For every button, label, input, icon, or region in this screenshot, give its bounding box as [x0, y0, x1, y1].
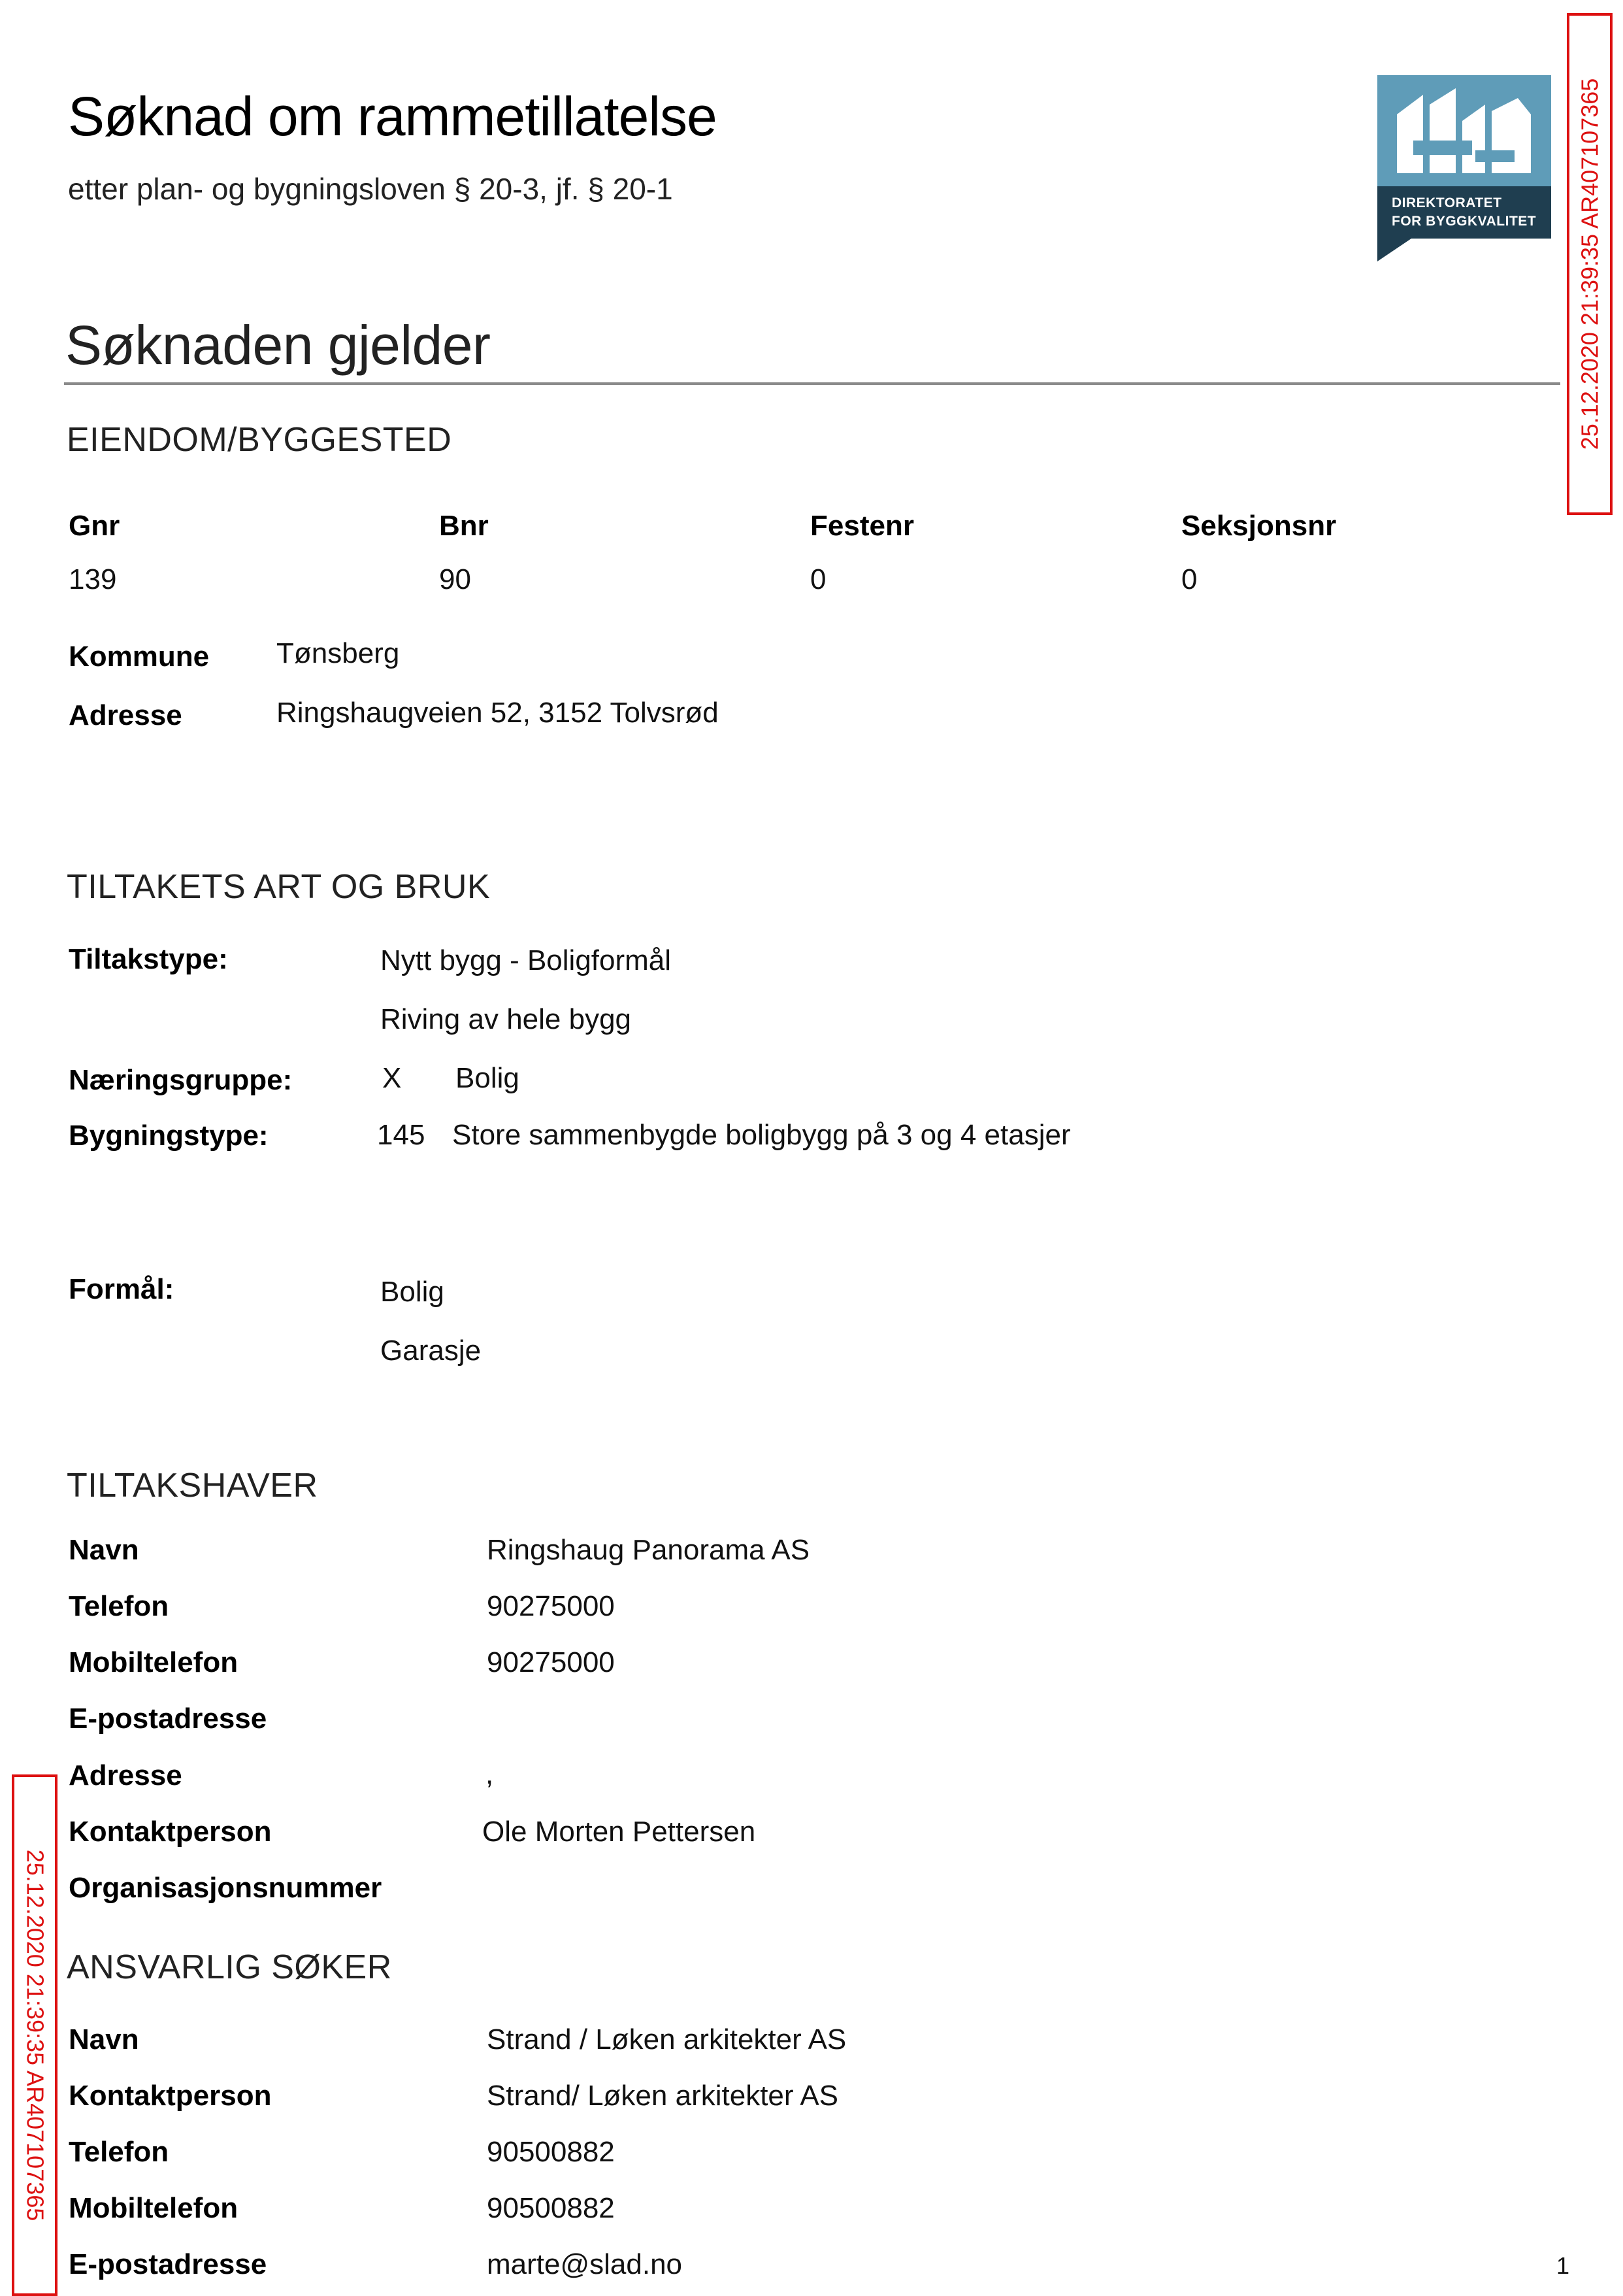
kommune-label: Kommune	[69, 641, 210, 673]
dibk-logo	[1377, 75, 1551, 261]
tiltakshaver-kontakt-label: Kontaktperson	[69, 1816, 272, 1848]
tiltakshaver-navn-label: Navn	[69, 1534, 139, 1566]
document-title: Søknad om rammetillatelse	[68, 86, 717, 147]
tiltakstype-label: Tiltakstype:	[69, 943, 228, 975]
festenr-value: 0	[810, 563, 827, 595]
tiltakshaver-epost-label: E-postadresse	[69, 1703, 267, 1735]
tiltak-heading: TILTAKETS ART OG BRUK	[67, 868, 491, 906]
timestamp-stamp-left	[12, 1774, 57, 2296]
tiltakstype-value-2: Riving av hele bygg	[380, 1003, 632, 1035]
bnr-label: Bnr	[439, 510, 489, 542]
ansvarlig-telefon-label: Telefon	[69, 2136, 169, 2168]
seksjonsnr-label: Seksjonsnr	[1181, 510, 1337, 542]
adresse-label: Adresse	[69, 699, 182, 731]
tiltakstype-value-1: Nytt bygg - Boligformål	[380, 944, 672, 976]
naeringsgruppe-value: Bolig	[455, 1062, 519, 1094]
ansvarlig-mobil-value: 90500882	[487, 2192, 615, 2224]
tiltakshaver-telefon-label: Telefon	[69, 1590, 169, 1622]
tiltakshaver-heading: TILTAKSHAVER	[67, 1467, 318, 1505]
page-number: 1	[1556, 2252, 1570, 2279]
document-subtitle: etter plan- og bygningsloven § 20-3, jf. § 20-1	[68, 172, 673, 206]
bygningstype-code: 145	[377, 1119, 425, 1151]
ansvarlig-heading: ANSVARLIG SØKER	[67, 1948, 392, 1986]
tiltakshaver-mobil-value: 90275000	[487, 1646, 615, 1678]
bnr-value: 90	[439, 563, 471, 595]
section-title: Søknaden gjelder	[65, 314, 491, 376]
naeringsgruppe-label: Næringsgruppe:	[69, 1064, 293, 1096]
gnr-label: Gnr	[69, 510, 120, 542]
tiltakshaver-kontakt-value: Ole Morten Pettersen	[482, 1816, 756, 1848]
ansvarlig-telefon-value: 90500882	[487, 2136, 615, 2168]
ansvarlig-navn-value: Strand / Løken arkitekter AS	[487, 2023, 847, 2055]
stamp-text: 25.12.2020 21:39:35 AR407107365	[22, 1849, 48, 2221]
bygningstype-value: Store sammenbygde boligbygg på 3 og 4 etasjer	[452, 1119, 1071, 1151]
logo-band	[1377, 186, 1551, 239]
formal-value-1: Bolig	[380, 1276, 444, 1308]
ansvarlig-kontakt-label: Kontaktperson	[69, 2080, 272, 2112]
bygningstype-label: Bygningstype:	[69, 1120, 269, 1152]
ansvarlig-navn-label: Navn	[69, 2023, 139, 2055]
tiltakshaver-navn-value: Ringshaug Panorama AS	[487, 1534, 810, 1566]
logo-building-icon	[1377, 75, 1551, 186]
tiltakshaver-orgnr-label: Organisasjonsnummer	[69, 1872, 382, 1904]
tiltakshaver-mobil-label: Mobiltelefon	[69, 1646, 238, 1678]
festenr-label: Festenr	[810, 510, 914, 542]
ansvarlig-kontakt-value: Strand/ Løken arkitekter AS	[487, 2080, 839, 2112]
tiltakshaver-adresse-label: Adresse	[69, 1759, 182, 1791]
seksjonsnr-value: 0	[1181, 563, 1198, 595]
adresse-value: Ringshaugveien 52, 3152 Tolvsrød	[276, 697, 719, 729]
tiltakshaver-adresse-value: ,	[485, 1758, 494, 1790]
logo-text-line2: FOR BYGGKVALITET	[1392, 214, 1537, 229]
naeringsgruppe-code: X	[382, 1062, 402, 1094]
tiltakshaver-telefon-value: 90275000	[487, 1590, 615, 1622]
eiendom-heading: EIENDOM/BYGGESTED	[67, 421, 452, 459]
stamp-text: 25.12.2020 21:39:35 AR407107365	[1576, 78, 1603, 450]
ansvarlig-epost-value: marte@slad.no	[487, 2248, 683, 2280]
ansvarlig-mobil-label: Mobiltelefon	[69, 2192, 238, 2224]
kommune-value: Tønsberg	[276, 637, 400, 669]
formal-value-2: Garasje	[380, 1335, 482, 1367]
logo-tail	[1377, 239, 1411, 261]
section-divider	[64, 382, 1560, 385]
gnr-value: 139	[69, 563, 117, 595]
logo-text-line1: DIREKTORATET	[1392, 195, 1502, 210]
ansvarlig-epost-label: E-postadresse	[69, 2248, 267, 2280]
formal-label: Formål:	[69, 1273, 174, 1305]
timestamp-stamp-right	[1567, 13, 1613, 515]
